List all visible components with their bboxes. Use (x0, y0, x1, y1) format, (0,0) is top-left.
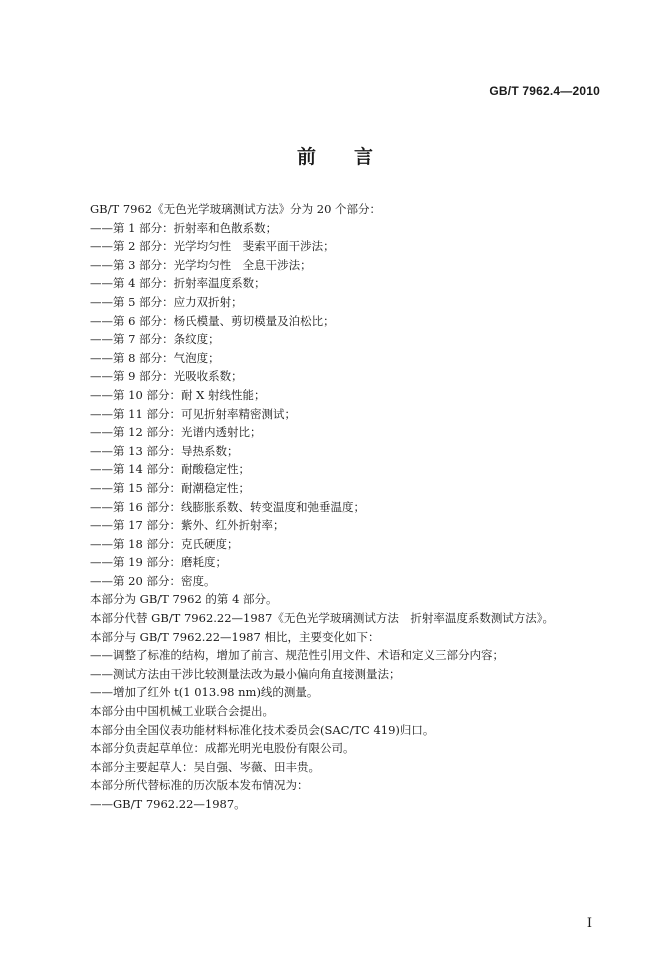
page-number: I (586, 916, 592, 931)
list-item: ——第 15 部分：耐潮稳定性； (90, 480, 250, 495)
list-item: ——第 1 部分：折射率和色散系数； (90, 220, 278, 235)
list-item: ——第 8 部分：气泡度； (90, 350, 220, 365)
list-item: ——第 16 部分：线膨胀系数、转变温度和弛垂温度； (90, 499, 365, 514)
list-item: ——第 11 部分：可见折射率精密测试； (90, 406, 296, 421)
page-title: 前言 (296, 146, 411, 168)
document-code: GB/T 7962.4—2010 (489, 84, 600, 98)
list-item: ——第 9 部分：光吸收系数； (90, 369, 243, 384)
text-line: 本部分与 GB/T 7962.22—1987 相比，主要变化如下： (90, 629, 380, 644)
list-item: ——增加了红外 t(1 013.98 nm)线的测量。 (90, 685, 319, 700)
text-line: 本部分为 GB/T 7962 的第 4 部分。 (90, 592, 278, 607)
list-item: ——第 2 部分：光学均匀性 斐索平面干涉法； (90, 239, 335, 254)
list-item: ——第 7 部分：条纹度； (90, 332, 220, 347)
list-item: ——第 14 部分：耐酸稳定性； (90, 462, 250, 477)
list-item: ——调整了标准的结构，增加了前言、规范性引用文件、术语和定义三部分内容； (90, 648, 504, 663)
foreword-body (90, 200, 610, 814)
list-item: ——第 10 部分：耐 X 射线性能； (90, 387, 266, 402)
list-item: ——测试方法由干涉比较测量法改为最小偏向角直接测量法； (90, 666, 401, 681)
text-line: 本部分所代替标准的历次版本发布情况为： (90, 778, 309, 793)
list-item: ——第 17 部分：紫外、红外折射率； (90, 518, 285, 533)
text-line: 本部分由全国仪表功能材料标准化技术委员会(SAC/TC 419)归口。 (90, 722, 435, 737)
list-item: ——第 6 部分：杨氏模量、剪切模量及泊松比； (90, 313, 335, 328)
list-item: ——第 12 部分：光谱内透射比； (90, 425, 262, 440)
list-item: ——GB/T 7962.22—1987。 (90, 797, 246, 811)
list-item: ——第 5 部分：应力双折射； (90, 294, 243, 309)
list-item: ——第 18 部分：克氏硬度； (90, 536, 239, 551)
list-item: ——第 19 部分：磨耗度； (90, 555, 227, 570)
list-item: ——第 13 部分：导热系数； (90, 443, 239, 458)
text-line: 本部分主要起草人：吴自强、岑薇、田丰贵。 (90, 759, 320, 774)
text-line: GB/T 7962《无色光学玻璃测试方法》分为 20 个部分： (90, 202, 382, 216)
text-line: 本部分代替 GB/T 7962.22—1987《无色光学玻璃测试方法 折射率温度系数测试方法》。 (90, 611, 555, 626)
list-item: ——第 20 部分：密度。 (90, 573, 216, 588)
list-item: ——第 4 部分：折射率温度系数； (90, 276, 266, 291)
text-line: 本部分由中国机械工业联合会提出。 (90, 704, 274, 719)
list-item: ——第 3 部分：光学均匀性 全息干涉法； (90, 257, 312, 272)
text-line: 本部分负责起草单位：成都光明光电股份有限公司。 (90, 741, 355, 756)
